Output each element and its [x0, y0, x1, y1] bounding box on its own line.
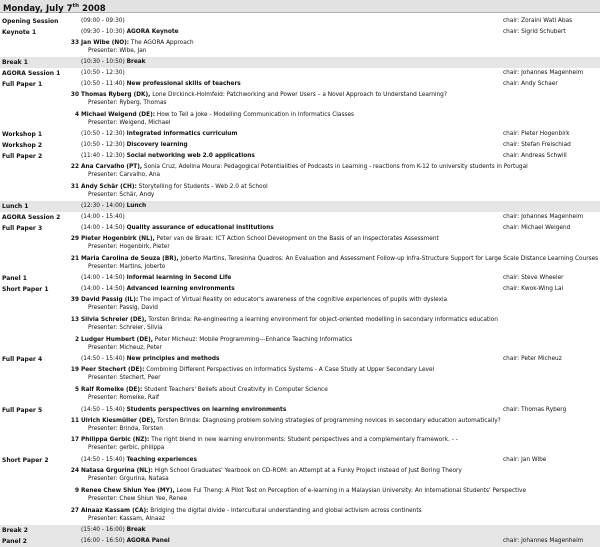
session-title: Lunch — [126, 203, 147, 210]
session-time-range: (10:30 - 10:50) — [81, 59, 125, 66]
session-row — [0, 354, 600, 365]
session-time-range: (14:00 - 14:50) — [81, 225, 125, 231]
paper-number: 24 — [70, 468, 79, 474]
paper-presenter: Presenter: Ryberg, Thomas — [88, 99, 167, 106]
paper-authors: Ludger Humbert (DE), — [81, 336, 153, 343]
paper-title-text: Bridging the digital divide - Intercultural understanding and global activism across continents — [148, 507, 422, 514]
session-label: Opening Session — [2, 18, 59, 25]
paper-number: 31 — [70, 183, 79, 190]
session-chair: chair: Zoraini Wati Abas — [503, 18, 573, 24]
paper-authors: Ana Carvalho (PT), — [81, 163, 143, 170]
paper-authors: Philippa Gerbic (NZ): — [81, 437, 150, 444]
paper-entry — [0, 234, 600, 254]
session-time — [81, 405, 286, 416]
paper-title-text: Peter van de Braak: ICT Action School Development on the Basis of an Inspectorates Assessment — [154, 235, 439, 242]
session-time-range: (10:50 - 12:30) — [81, 70, 125, 77]
session-title: Integrated informatics curriculum — [126, 131, 238, 138]
day-header-ordinal: th — [72, 3, 80, 9]
paper-presenter: Presenter: Brinda, Torsten — [88, 425, 163, 432]
paper-title-text: The AGORA Approach — [129, 39, 194, 46]
session-time-range: (10:50 - 12:30) — [81, 131, 125, 138]
session-time — [81, 140, 188, 151]
session-title: Students perspectives on learning environments — [126, 406, 287, 413]
paper-entry — [0, 435, 600, 455]
session-time-range: (14:00 - 14:50) — [81, 275, 125, 282]
session-time — [81, 455, 197, 466]
session-time — [81, 201, 146, 212]
session-label: Break 2 — [2, 527, 28, 535]
session-chair: chair: Sigrid Schubert — [503, 28, 566, 35]
session-time-range: (09:30 - 10:30) — [81, 28, 125, 35]
session-title: Informal learning in Second Life — [126, 275, 232, 282]
paper-title-text: Storytelling for Students - Web 2.0 at School — [136, 183, 268, 190]
paper-number: 2 — [74, 336, 79, 343]
session-chair: chair: Kwok-Wing Lai — [503, 286, 564, 293]
session-time — [81, 57, 146, 68]
session-time — [81, 129, 237, 140]
session-row — [0, 405, 600, 416]
paper-presenter: Presenter: Wibe, Jan — [88, 47, 147, 54]
paper-entry — [0, 416, 600, 436]
session-label: Short Paper 1 — [2, 286, 49, 294]
paper-title-text: Student Teachers' Beliefs about Creativity in Computer Science — [142, 387, 328, 393]
paper-entry — [0, 466, 600, 486]
paper-presenter: Presenter: Martins, Joberto — [88, 263, 166, 270]
paper-entry — [0, 110, 600, 130]
session-time — [81, 68, 125, 79]
session-label: Workshop 2 — [2, 142, 42, 150]
paper-presenter: Presenter: Kassam, Alnaaz — [88, 515, 165, 522]
session-label: Panel 1 — [2, 275, 27, 283]
paper-presenter: Presenter: Schreier, Silvia — [88, 324, 163, 331]
session-title: Social networking web 2.0 applications — [126, 153, 255, 159]
paper-authors: Michael Weigend (DE): — [81, 111, 156, 118]
session-chair: chair: Michael Weigend — [503, 225, 571, 231]
paper-number: 39 — [70, 297, 79, 303]
session-time-range: (16:00 - 16:50) — [81, 538, 125, 545]
paper-authors: David Passig (IL): — [81, 297, 139, 303]
session-time — [81, 223, 274, 234]
session-chair: chair: Steve Wheeler — [503, 275, 564, 282]
paper-title-text: Joberto Martins, Teresinha Quadros: An Evaluation and Assessment Follow-up Infra-Structure Support for Large Scale Distance Learning Courses — [178, 255, 599, 262]
session-label: Break 1 — [2, 59, 28, 67]
paper-title-text: Peter Micheuz: Mobile Programming---Enhance Teaching Informatics — [152, 336, 353, 343]
paper-presenter: Presenter: Passig, David — [88, 305, 158, 311]
paper-presenter: Presenter: Stechert, Peer — [88, 375, 161, 382]
session-title: New principles and methods — [126, 356, 220, 363]
paper-entry — [0, 365, 600, 385]
session-label: Panel 2 — [2, 538, 27, 546]
session-label: Full Paper 5 — [2, 406, 43, 414]
paper-entry — [0, 315, 600, 335]
paper-presenter: Presenter: Carvalho, Ana — [88, 171, 161, 178]
paper-authors: Andy Schär (CH): — [81, 183, 137, 190]
paper-presenter: Presenter: Grgurina, Natasa — [88, 476, 169, 482]
session-label: Lunch 1 — [2, 203, 29, 211]
paper-presenter: Presenter: Schär, Andy — [88, 191, 155, 198]
session-title: Teaching experiences — [126, 457, 197, 464]
session-time-range: (11:40 - 12:30) — [81, 153, 125, 159]
paper-title-text: The impact of Virtual Reality on educator's awareness of the cognitive experiences of pupils with dyslexia — [138, 297, 448, 303]
session-row — [0, 27, 600, 38]
paper-entry — [0, 182, 600, 202]
session-time-range: (15:40 - 16:00) — [81, 527, 125, 534]
paper-title-text: Torsten Brinda: Re-engineering a learning environment for object-oriented modelling in secondary informatics education — [146, 316, 498, 323]
session-time — [81, 27, 179, 38]
session-time — [81, 16, 125, 27]
paper-number: 33 — [70, 39, 79, 46]
session-row — [0, 284, 600, 295]
session-time — [81, 525, 146, 536]
session-title: Break — [126, 527, 146, 534]
session-row — [0, 273, 600, 284]
paper-authors: Thomas Ryberg (DK), — [81, 91, 151, 98]
session-row — [0, 129, 600, 140]
paper-number: 30 — [70, 91, 79, 98]
session-time — [81, 273, 231, 284]
paper-number: 27 — [70, 507, 79, 514]
paper-entry — [0, 486, 600, 506]
session-time — [81, 151, 255, 162]
paper-presenter: Presenter: Weigend, Michael — [88, 119, 171, 126]
paper-number: 17 — [70, 437, 79, 444]
session-label: AGORA Session 2 — [2, 214, 61, 222]
session-row — [0, 455, 600, 466]
session-chair: chair: Johannes Magenheim — [503, 70, 584, 77]
session-chair: chair: Jan Wibe — [503, 457, 547, 464]
paper-authors: Maria Carolina de Souza (BR), — [81, 255, 179, 262]
session-row — [0, 68, 600, 79]
session-row — [0, 525, 600, 536]
session-label: Keynote 1 — [2, 28, 37, 36]
paper-presenter: Presenter: Micheuz, Peter — [88, 344, 162, 351]
paper-title-text: Leow Fui Theng: A Pilot Test on Perception of e-learning in a Malaysian University: An International Students' Perspective — [174, 487, 527, 494]
session-time — [81, 79, 241, 90]
session-time-range: (14:50 - 15:40) — [81, 356, 125, 363]
session-title: New professional skills of teachers — [126, 81, 241, 87]
session-title: Break — [126, 59, 146, 66]
session-time-range: (12:30 - 14:00) — [81, 203, 125, 210]
paper-number: 9 — [74, 487, 79, 494]
paper-authors: Natasa Grgurina (NL): — [81, 468, 153, 474]
session-label: Short Paper 2 — [2, 457, 49, 465]
paper-authors: Silvia Schreier (DE), — [81, 316, 147, 323]
session-time-range: (14:00 - 14:50) — [81, 286, 125, 293]
day-header-date: Monday, July 7 — [3, 3, 73, 14]
session-time-range: (09:00 - 09:30) — [81, 18, 125, 24]
session-chair: chair: Johannes Magenheim — [503, 214, 584, 221]
paper-presenter: Presenter: Chew Shiun Yee, Renee — [88, 495, 188, 502]
paper-title-text: Sonia Cruz, Adelina Moura: Pedagogical Potentialities of Podcasts in Learning - reactions from K-12 to university students in Portugal — [142, 163, 528, 170]
session-row — [0, 16, 600, 27]
session-label: Full Paper 3 — [2, 225, 43, 232]
session-chair: chair: Stefan Freischlad — [503, 142, 571, 149]
paper-entry — [0, 335, 600, 355]
session-chair: chair: Andreas Schwill — [503, 153, 567, 159]
session-title: AGORA Panel — [126, 538, 170, 545]
paper-authors: Alnaaz Kassam (CA): — [81, 507, 149, 514]
paper-number: 5 — [74, 387, 79, 393]
day-header — [0, 0, 600, 13]
paper-entry — [0, 295, 600, 315]
session-time-range: (14:50 - 15:40) — [81, 457, 125, 464]
session-chair: chair: Thomas Ryberg — [503, 406, 567, 413]
session-title: AGORA Keynote — [126, 28, 179, 35]
session-time-range: (14:00 - 15:40) — [81, 214, 125, 221]
paper-authors: Pieter Hogenbirk (NL), — [81, 235, 155, 242]
paper-number: 13 — [70, 316, 79, 323]
session-title: Quality assurance of educational institutions — [126, 225, 274, 231]
paper-presenter: Presenter: Hogenbirk, Pieter — [88, 243, 170, 250]
session-row — [0, 140, 600, 151]
paper-entry — [0, 90, 600, 110]
paper-number: 22 — [70, 163, 79, 170]
session-chair: chair: Johannes Magenheim — [503, 538, 584, 545]
paper-authors: Renee Chew Shiun Yee (MY), — [81, 487, 175, 494]
session-row — [0, 57, 600, 68]
paper-number: 11 — [70, 417, 79, 424]
session-row — [0, 536, 600, 547]
session-time-range: (14:50 - 15:40) — [81, 406, 125, 413]
day-header-year: 2008 — [82, 3, 106, 14]
paper-entry — [0, 38, 600, 58]
paper-title-text: The right blend in new learning environments: Student perspectives and a complementary framework. - - — [149, 437, 458, 444]
paper-entry — [0, 254, 600, 274]
session-row — [0, 212, 600, 223]
session-label: Full Paper 4 — [2, 356, 43, 364]
session-chair: chair: Andy Schaer — [503, 81, 558, 87]
session-chair: chair: Pieter Hogenbirk — [503, 131, 570, 138]
paper-title-text: Combining Different Perspectives on Informatics Systems - A Case Study at Upper Secondary Level — [144, 367, 435, 374]
session-time-range: (10:50 - 12:30) — [81, 142, 125, 149]
paper-title-text: Lone Dirckinck-Holmfeld: Patchworking and Power Users – a Novel Approach to Understand Learning? — [150, 91, 447, 98]
paper-number: 21 — [70, 255, 79, 262]
session-label: AGORA Session 1 — [2, 70, 61, 78]
session-title: Advanced learning environments — [126, 286, 235, 293]
paper-title-text: Torsten Brinda: Diagnosing problem solving strategies of programming novices in secondary education automatically? — [155, 417, 501, 424]
session-chair: chair: Peter Micheuz — [503, 356, 562, 363]
session-time — [81, 284, 235, 295]
session-row — [0, 151, 600, 162]
session-row — [0, 79, 600, 90]
session-time-range: (10:50 - 11:40) — [81, 81, 125, 87]
paper-number: 4 — [74, 111, 79, 118]
session-label: Full Paper 2 — [2, 153, 43, 160]
paper-entry — [0, 506, 600, 526]
paper-authors: Ralf Romeike (DE): — [81, 387, 143, 393]
session-row — [0, 223, 600, 234]
paper-number: 19 — [70, 367, 79, 374]
paper-presenter: Presenter: Romeike, Ralf — [88, 395, 160, 401]
paper-authors: Ulrich Kiesmüller (DE), — [81, 417, 156, 424]
paper-title-text: High School Graduates' Yearbook on CD-ROM: an Attempt at a Funky Project instead of Just Boring Theory — [152, 468, 462, 474]
paper-authors: Jan Wibe (NO): — [81, 39, 130, 46]
paper-number: 29 — [70, 235, 79, 242]
session-row — [0, 201, 600, 212]
session-time — [81, 536, 170, 547]
paper-presenter: Presenter: gerbic, philippa — [88, 445, 165, 452]
paper-entry — [0, 385, 600, 405]
session-time — [81, 212, 125, 223]
paper-entry — [0, 162, 600, 182]
session-label: Workshop 1 — [2, 131, 42, 139]
session-time — [81, 354, 219, 365]
session-title: Discovery learning — [126, 142, 188, 149]
paper-authors: Peer Stechert (DE): — [81, 367, 145, 374]
session-label: Full Paper 1 — [2, 81, 43, 88]
paper-title-text: How to Tell a Joke - Modelling Communication in Informatics Classes — [155, 111, 355, 118]
